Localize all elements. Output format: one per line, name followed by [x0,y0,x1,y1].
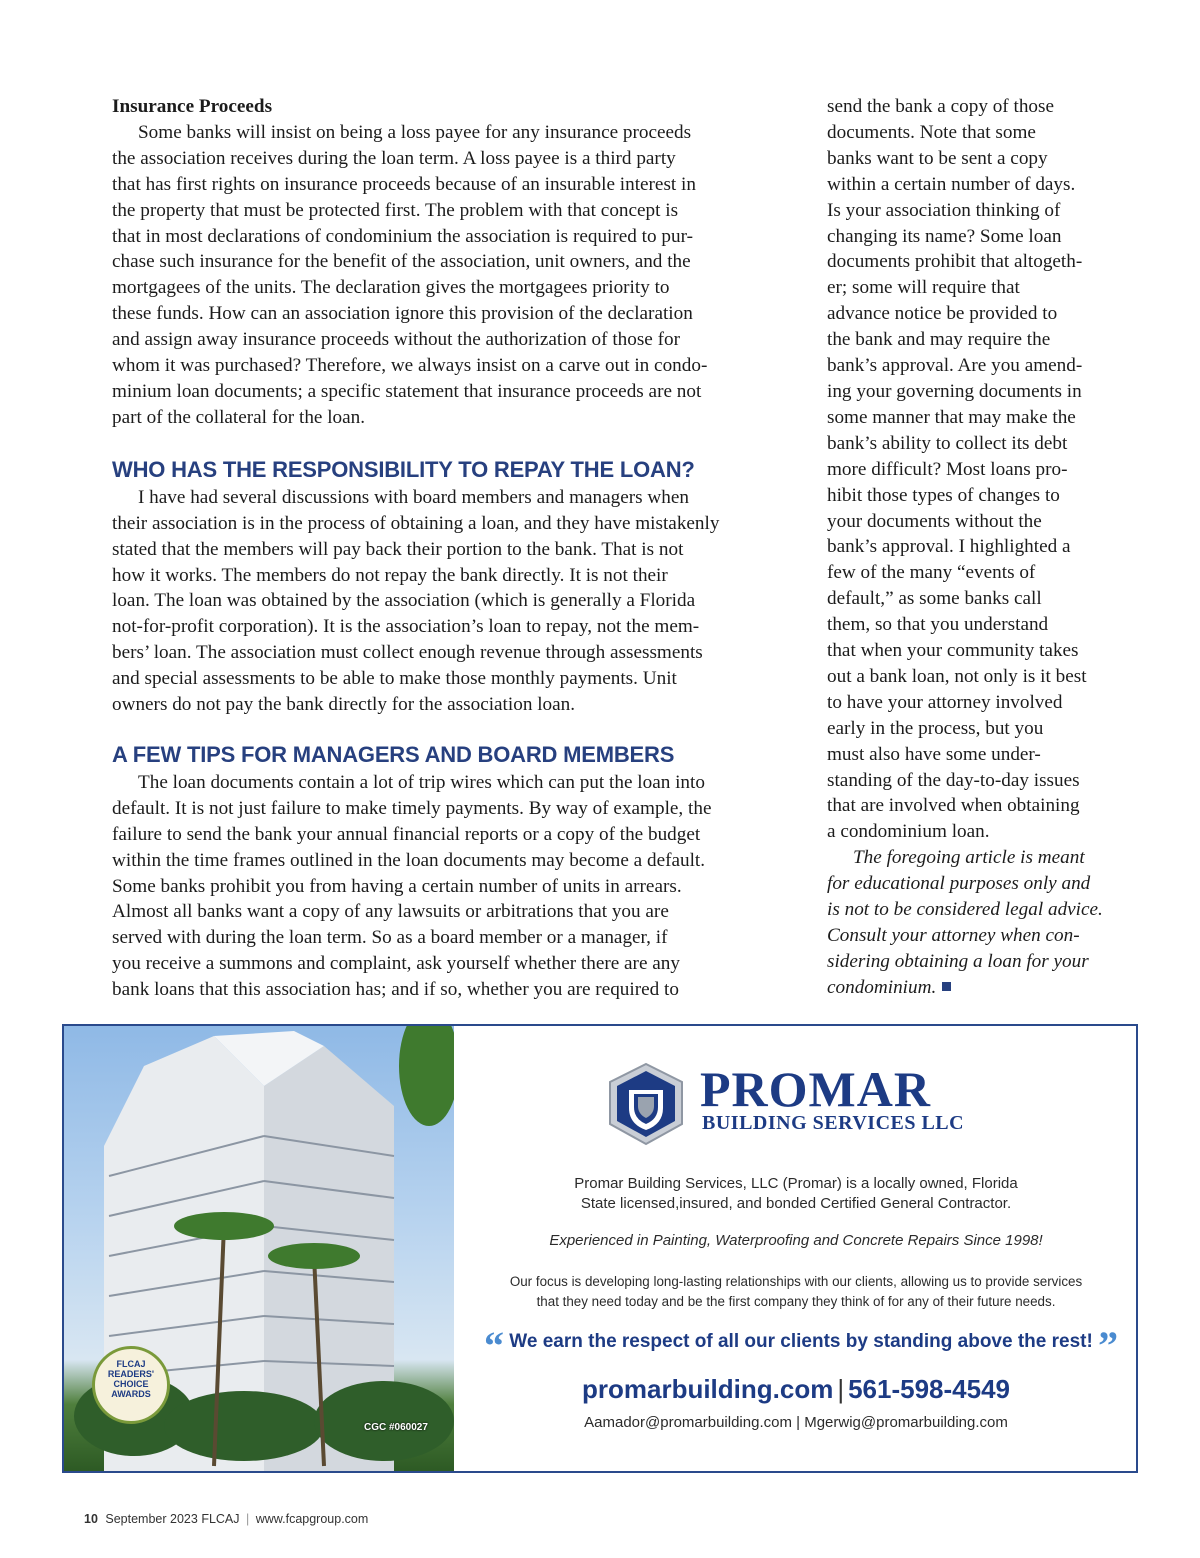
promar-logo [604,1062,1024,1144]
text-line: owners do not pay the bank directly for the association loan. [112,694,576,716]
company-name: PROMAR [700,1061,931,1117]
email-link-2[interactable]: Mgerwig@promarbuilding.com [804,1414,1008,1431]
page-number: 10 [84,1512,98,1526]
text-line: that in most declarations of condominium the association is required to pur- [112,225,693,247]
text-line: not-for-profit corporation). It is the association’s loan to repay, not the mem- [112,616,700,638]
text-line: failure to send the bank your annual financial reports or a copy of the budget [112,823,701,845]
divider: | [796,1414,805,1431]
insurance-paragraph [112,120,777,431]
text-line: some manner that may make the [827,406,1076,428]
license-number: CGC #060027 [364,1422,428,1433]
promar-advertisement[interactable] [62,1024,1138,1473]
text-line: The loan documents contain a lot of trip wires which can put the loan into [138,771,705,793]
main-column [112,94,777,1003]
text-line: standing of the day-to-day issues [827,769,1080,791]
text-line: the property that must be protected first. The problem with that concept is [112,199,679,221]
text-line: how it works. The members do not repay the bank directly. It is not their [112,564,668,586]
text-line: these funds. How can an association ignore this provision of the declaration [112,303,693,325]
footer-website-link[interactable]: www.fcapgroup.com [255,1512,369,1526]
text-line: stated that the members will pay back their portion to the bank. That is not [112,538,684,560]
text-line: hibit those types of changes to [827,484,1060,506]
shield-logo-icon [604,1062,688,1146]
side-column [827,94,1119,1001]
website-link[interactable]: promarbuilding.com [581,1374,834,1404]
text-line: served with during the loan term. So as a board member or a manager, if [112,927,668,949]
insurance-subheading: Insurance Proceeds [112,96,273,117]
text-line: minium loan documents; a specific statement that insurance proceeds are not [112,380,702,402]
end-of-article-mark [942,982,951,991]
text-line: out a bank loan, not only is it best [827,665,1087,687]
text-line: Some banks prohibit you from having a certain number of units in arrears. [112,875,682,897]
tips-paragraph [112,770,777,1003]
text-line: condominium. [827,975,1119,1001]
text-line: few of the many “events of [827,562,1036,584]
text-line: that when your community takes [827,640,1079,662]
text-line: ing your governing documents in [827,380,1082,402]
text-line: more difficult? Most loans pro- [827,458,1068,480]
text-line: bank’s ability to collect its debt [827,432,1068,454]
continuation-paragraph [827,94,1119,845]
text-line: send the bank a copy of those [827,96,1054,117]
high-rise-building-photo [64,1026,454,1471]
text-line: bers’ loan. The association must collect enough revenue through assessments [112,642,703,664]
email-link-1[interactable]: Aamador@promarbuilding.com [584,1414,792,1431]
text-line: mortgagees of the units. The declaration gives the mortgagees priority to [112,277,670,299]
publication-name: FLCAJ [201,1512,240,1526]
text-line: to have your attorney involved [827,691,1063,713]
text-line: Consult your attorney when con- [827,925,1080,946]
award-text: FLCAJ READERS' CHOICE AWARDS [107,1359,155,1399]
text-line: that are involved when obtaining [827,795,1080,817]
text-line: within the time frames outlined in the loan documents may become a default. [112,849,706,871]
text-line: the association receives during the loan term. A loss payee is a third party [112,147,676,169]
text-line: Is your association thinking of [827,199,1061,221]
text-line: default. It is not just failure to make timely payments. By way of example, the [112,797,712,819]
text-line: your documents without the [827,510,1042,532]
text-line: sidering obtaining a loan for your [827,950,1089,972]
issue-date: September 2023 [105,1512,198,1526]
text-line: Almost all banks want a copy of any lawsuits or arbitrations that you are [112,901,669,923]
text-line: whom it was purchased? Therefore, we always insist on a carve out in condo- [112,355,708,377]
repay-paragraph [112,485,777,718]
contact-line [484,1374,1108,1405]
company-focus: Our focus is developing long-lasting relationships with our clients, allowing us to provide services that they need today and be the first company they think of for any of their future needs. [509,1274,1083,1309]
text-line: changing its name? Some loan [827,225,1062,247]
divider: | [246,1512,250,1526]
text-line: them, so that you understand [827,614,1049,636]
company-intro: Promar Building Services, LLC (Promar) is a locally owned, Florida State licensed,insured, and bonded Certified General Contractor. [574,1175,1018,1212]
text-line: within a certain number of days. [827,173,1076,195]
text-line: default,” as some banks call [827,588,1042,610]
page-footer [84,1512,368,1526]
text-line: The foregoing article is meant [853,847,1085,869]
text-line: you receive a summons and complaint, ask yourself whether there are any [112,953,680,975]
phone-number[interactable]: 561-598-4549 [848,1374,1011,1404]
text-line: I have had several discussions with board members and managers when [138,486,689,508]
text-line: must also have some under- [827,743,1041,765]
divider: | [837,1374,845,1404]
text-line: early in the process, but you [827,717,1044,739]
text-line: bank loans that this association has; and if so, whether you are required to [112,979,679,1001]
text-line: part of the collateral for the loan. [112,406,366,428]
text-line: banks want to be sent a copy [827,147,1048,169]
text-line: and assign away insurance proceeds without the authorization of those for [112,329,680,351]
company-subtitle: BUILDING SERVICES LLC [702,1112,965,1134]
text-line: documents. Note that some [827,121,1036,143]
text-line: loan. The loan was obtained by the association (which is generally a Florida [112,590,696,612]
company-quote: “ We earn the respect of all our clients by standing above the rest! ” [484,1323,1119,1368]
readers-choice-award-badge [92,1346,170,1424]
ad-text-panel [454,1026,1138,1471]
text-line: er; some will require that [827,277,1020,299]
text-line: is not to be considered legal advice. [827,899,1103,921]
text-line: chase such insurance for the benefit of the association, unit owners, and the [112,251,691,273]
text-line: Some banks will insist on being a loss payee for any insurance proceeds [138,121,692,143]
text-line: bank’s approval. I highlighted a [827,536,1071,558]
section-heading-tips: A FEW TIPS FOR MANAGERS AND BOARD MEMBERS [112,741,675,767]
section-heading-repay: WHO HAS THE RESPONSIBILITY TO REPAY THE LOAN? [112,456,695,482]
text-line: documents prohibit that altogeth- [827,251,1083,273]
text-line: advance notice be provided to [827,303,1058,325]
disclaimer-paragraph [827,845,1119,1000]
close-quote-icon: ” [1098,1323,1119,1368]
text-line: for educational purposes only and [827,873,1091,895]
text-line: a condominium loan. [827,821,990,843]
text-line: their association is in the process of obtaining a loan, and they have mistakenly [112,512,720,534]
company-tagline: Experienced in Painting, Waterproofing and Concrete Repairs Since 1998! [549,1232,1043,1249]
text-line: bank’s approval. Are you amend- [827,355,1083,377]
text-line: and special assessments to be able to make those monthly payments. Unit [112,668,677,690]
open-quote-icon: “ [484,1323,504,1368]
text-line: that has first rights on insurance proceeds because of an insurable interest in [112,173,696,195]
text-line: the bank and may require the [827,329,1051,351]
email-line [484,1414,1108,1431]
